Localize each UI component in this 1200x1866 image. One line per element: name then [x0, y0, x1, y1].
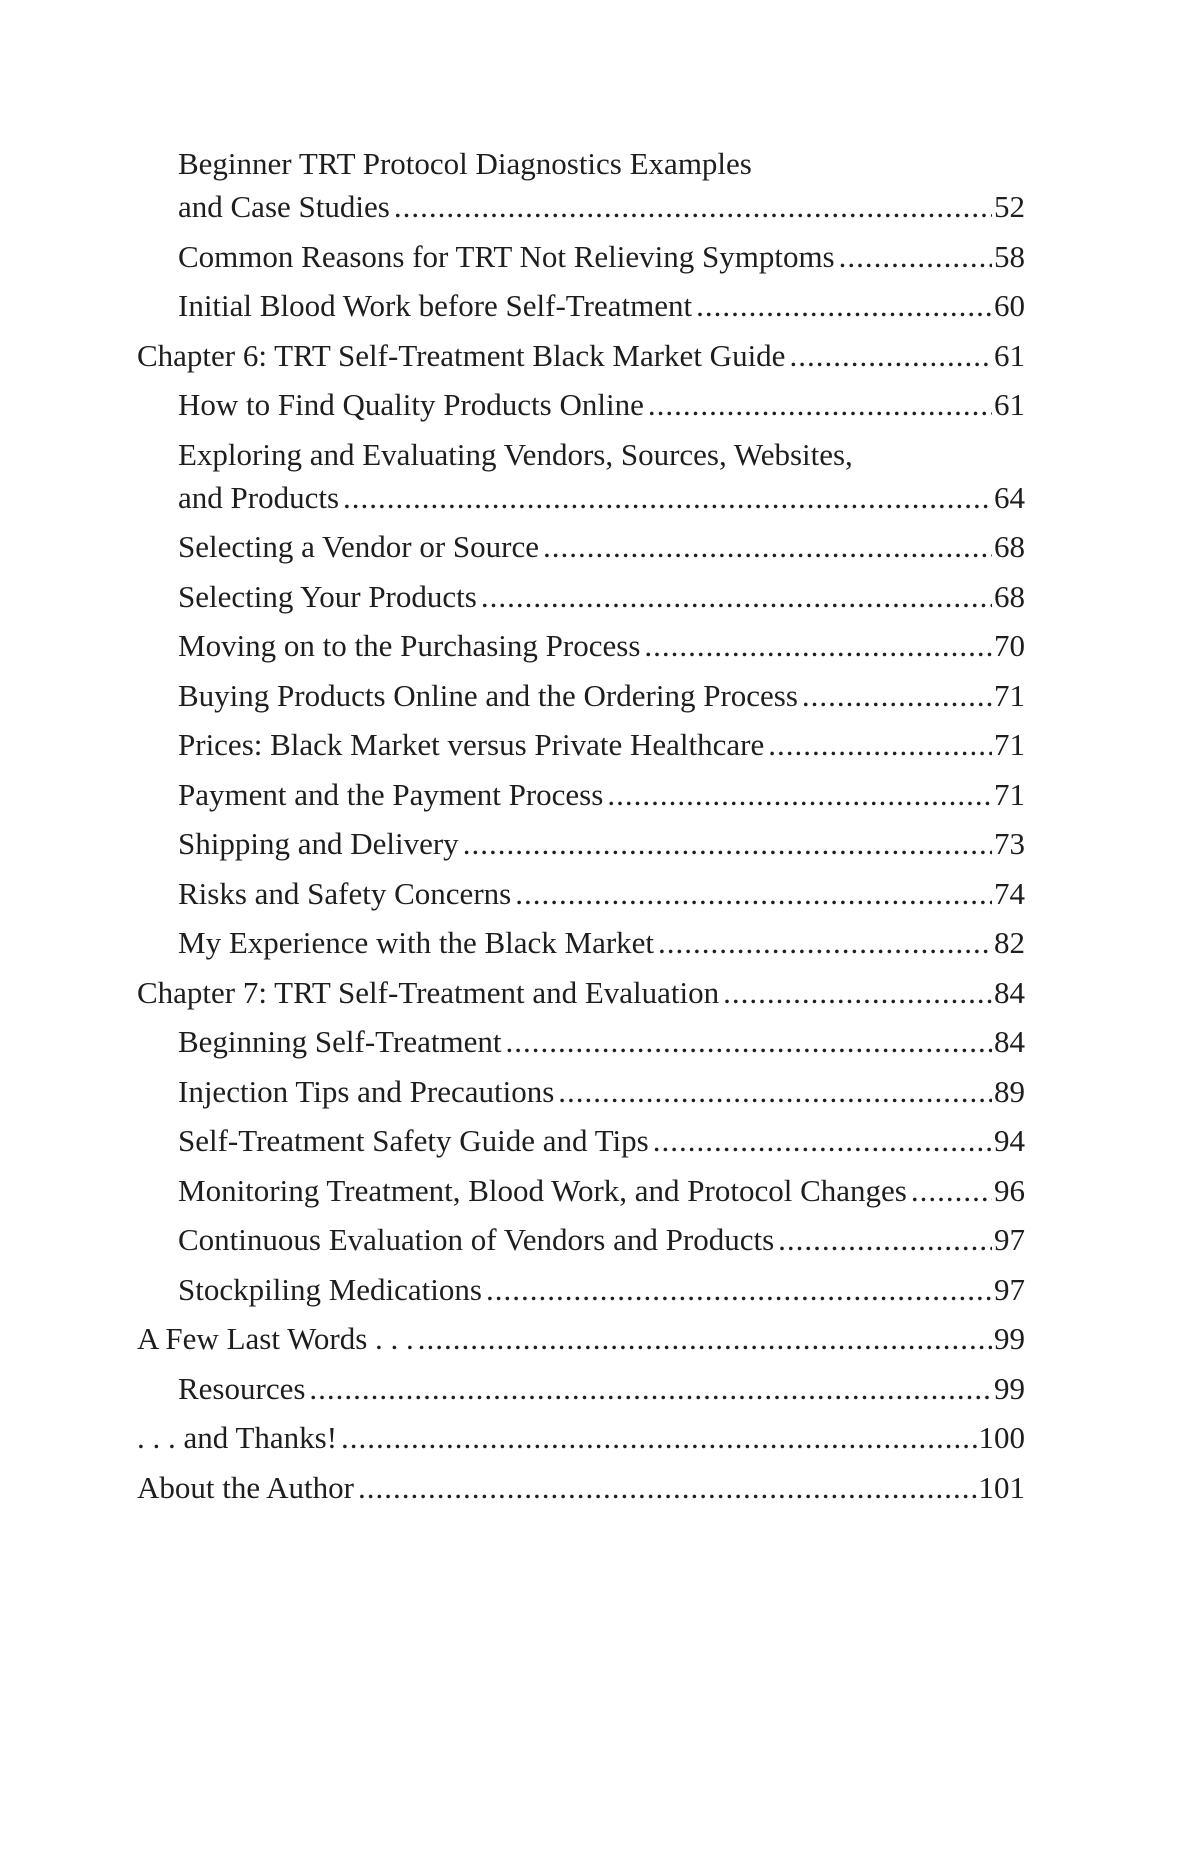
toc-entry-line: [178, 773, 1025, 816]
toc-entry-page-number: 97: [994, 1271, 1025, 1307]
toc-entry-title: Buying Products Online and the Ordering Process: [178, 677, 798, 713]
toc-entry-line: [178, 723, 1025, 766]
toc-entry-page-number: 70: [994, 628, 1025, 663]
toc-entry-page-number: 58: [994, 238, 1025, 274]
toc-entry-title: Monitoring Treatment, Blood Work, and Protocol Changes: [178, 1172, 907, 1208]
dot-leader: [789, 334, 992, 377]
toc-entry[interactable]: [137, 142, 1025, 228]
toc-entry[interactable]: [137, 773, 1025, 816]
dot-leader: [515, 872, 992, 915]
toc-entry-title: Prices: Black Market versus Private Healthcare: [178, 727, 765, 762]
toc-entry-title: How to Find Quality Products Online: [178, 387, 644, 422]
toc-entry-page-number: 74: [994, 875, 1025, 911]
toc-entry-line: [178, 1367, 1025, 1410]
toc-entry-page-number: 71: [994, 776, 1025, 812]
dot-leader: [394, 185, 992, 228]
toc-entry-line: [178, 1169, 1025, 1212]
dot-leader: [358, 1466, 977, 1509]
toc-entry-line: [137, 1466, 1025, 1509]
dot-leader: [505, 1020, 992, 1063]
toc-entry[interactable]: [137, 284, 1025, 327]
toc-entry[interactable]: [137, 334, 1025, 377]
toc-entry-page-number: 97: [994, 1222, 1025, 1257]
toc-entry[interactable]: [137, 674, 1025, 717]
toc-entry-page-number: 52: [994, 189, 1025, 224]
toc-entry-title: Selecting Your Products: [178, 578, 477, 614]
dot-leader: [839, 235, 992, 278]
toc-entry-line: [178, 624, 1025, 667]
toc-entry-page-number: 84: [994, 1024, 1025, 1059]
toc-entry-page-number: 84: [994, 974, 1025, 1010]
toc-entry-page-number: 96: [994, 1172, 1025, 1208]
toc-entry[interactable]: [137, 1367, 1025, 1410]
toc-entry-line: [137, 971, 1025, 1014]
toc-entry-line: [178, 476, 1025, 519]
dot-leader: [658, 921, 992, 964]
toc-entry-page-number: 68: [994, 529, 1025, 564]
dot-leader: [343, 476, 992, 519]
toc-entry[interactable]: [137, 723, 1025, 766]
toc-entry-title: About the Author: [137, 1469, 354, 1505]
toc-entry[interactable]: [137, 1317, 1025, 1360]
dot-leader: [543, 525, 992, 568]
toc-entry[interactable]: [137, 872, 1025, 915]
toc-entry-line: [137, 334, 1025, 377]
toc-entry[interactable]: [137, 235, 1025, 278]
toc-entry-page-number: 99: [994, 1370, 1025, 1406]
toc-entry-line: [178, 1119, 1025, 1162]
toc-entry-title: Common Reasons for TRT Not Relieving Symptoms: [178, 238, 835, 274]
toc-entry-title: and Case Studies: [178, 189, 390, 224]
dot-leader: [778, 1218, 992, 1261]
toc-entry[interactable]: [137, 575, 1025, 618]
toc-entry-page-number: 68: [994, 578, 1025, 614]
toc-entry[interactable]: [137, 1218, 1025, 1261]
dot-leader: [696, 284, 992, 327]
toc-entry-title: Risks and Safety Concerns: [178, 875, 512, 911]
toc-entry-title: Chapter 6: TRT Self-Treatment Black Market Guide: [137, 337, 786, 373]
toc-entry-title: Continuous Evaluation of Vendors and Products: [178, 1222, 775, 1257]
dot-leader: [463, 822, 992, 865]
toc-entry[interactable]: [137, 624, 1025, 667]
dot-leader: [802, 674, 992, 717]
toc-entry-page-number: 82: [994, 925, 1025, 960]
toc-entry-page-number: 64: [994, 479, 1025, 515]
toc-entry-line: [178, 1070, 1025, 1113]
toc-entry-title: Initial Blood Work before Self-Treatment: [178, 288, 693, 323]
table-of-contents: [137, 142, 1025, 1515]
toc-entry-title-line1: Exploring and Evaluating Vendors, Sources, Websites,: [178, 436, 853, 472]
toc-entry[interactable]: [137, 1466, 1025, 1509]
dot-leader: [341, 1416, 976, 1459]
dot-leader: [653, 1119, 992, 1162]
toc-entry-title: Chapter 7: TRT Self-Treatment and Evaluation: [137, 974, 720, 1010]
toc-entry[interactable]: [137, 921, 1025, 964]
toc-entry-line: [178, 235, 1025, 278]
toc-entry[interactable]: [137, 822, 1025, 865]
toc-entry[interactable]: [137, 1020, 1025, 1063]
toc-entry[interactable]: [137, 525, 1025, 568]
toc-entry[interactable]: [137, 1070, 1025, 1113]
toc-entry-page-number: 94: [994, 1123, 1025, 1158]
toc-entry-line: [178, 674, 1025, 717]
toc-entry-line: [178, 872, 1025, 915]
dot-leader: [558, 1070, 992, 1113]
toc-entry-title: Shipping and Delivery: [178, 826, 459, 861]
toc-entry-line: [178, 185, 1025, 228]
toc-entry-line: [178, 1218, 1025, 1261]
toc-entry[interactable]: [137, 383, 1025, 426]
toc-entry-line: [137, 1317, 1025, 1360]
toc-entry-title: Resources: [178, 1370, 306, 1406]
toc-entry-page-number: 71: [994, 677, 1025, 713]
dot-leader: [648, 383, 992, 426]
toc-entry-page-number: 99: [994, 1321, 1025, 1356]
toc-entry[interactable]: [137, 1268, 1025, 1311]
dot-leader: [486, 1268, 992, 1311]
toc-entry-page-number: 100: [978, 1420, 1025, 1455]
toc-entry-title: Payment and the Payment Process: [178, 776, 604, 812]
toc-entry-page-number: 73: [994, 826, 1025, 861]
toc-entry-line: [178, 822, 1025, 865]
dot-leader: [481, 575, 992, 618]
dot-leader: [607, 773, 992, 816]
toc-entry[interactable]: [137, 1416, 1025, 1459]
dot-leader: [644, 624, 992, 667]
dot-leader: [911, 1169, 992, 1212]
toc-entry-page-number: 101: [978, 1469, 1025, 1505]
toc-entry[interactable]: [137, 433, 1025, 519]
toc-entry-line: [178, 575, 1025, 618]
toc-entry-line: [178, 525, 1025, 568]
toc-entry-line: [178, 921, 1025, 964]
toc-entry-title: Beginning Self-Treatment: [178, 1024, 502, 1059]
toc-entry-title: and Products: [178, 479, 340, 515]
toc-entry-page-number: 61: [994, 337, 1025, 373]
dot-leader: [418, 1317, 992, 1360]
toc-entry-title: Moving on to the Purchasing Process: [178, 628, 641, 663]
toc-entry-line: [178, 284, 1025, 327]
toc-entry-line: [178, 1020, 1025, 1063]
toc-entry-title: Self-Treatment Safety Guide and Tips: [178, 1123, 649, 1158]
toc-entry-title: My Experience with the Black Market: [178, 925, 655, 960]
dot-leader: [309, 1367, 992, 1410]
toc-entry-page-number: 71: [994, 727, 1025, 762]
toc-entry-title: . . . and Thanks!: [137, 1420, 338, 1455]
toc-entry-page-number: 60: [994, 288, 1025, 323]
toc-entry-title: Injection Tips and Precautions: [178, 1073, 555, 1109]
toc-entry[interactable]: [137, 971, 1025, 1014]
toc-entry-title-line1: Beginner TRT Protocol Diagnostics Examples: [178, 146, 752, 181]
dot-leader: [723, 971, 992, 1014]
toc-entry-line: [178, 383, 1025, 426]
dot-leader: [768, 723, 992, 766]
toc-entry-line: [178, 1268, 1025, 1311]
toc-entry[interactable]: [137, 1119, 1025, 1162]
toc-entry-page-number: 61: [994, 387, 1025, 422]
toc-entry[interactable]: [137, 1169, 1025, 1212]
toc-entry-line: [137, 1416, 1025, 1459]
toc-entry-title: A Few Last Words . . .: [137, 1321, 414, 1356]
toc-entry-page-number: 89: [994, 1073, 1025, 1109]
toc-entry-title: Stockpiling Medications: [178, 1271, 482, 1307]
toc-entry-title: Selecting a Vendor or Source: [178, 529, 539, 564]
